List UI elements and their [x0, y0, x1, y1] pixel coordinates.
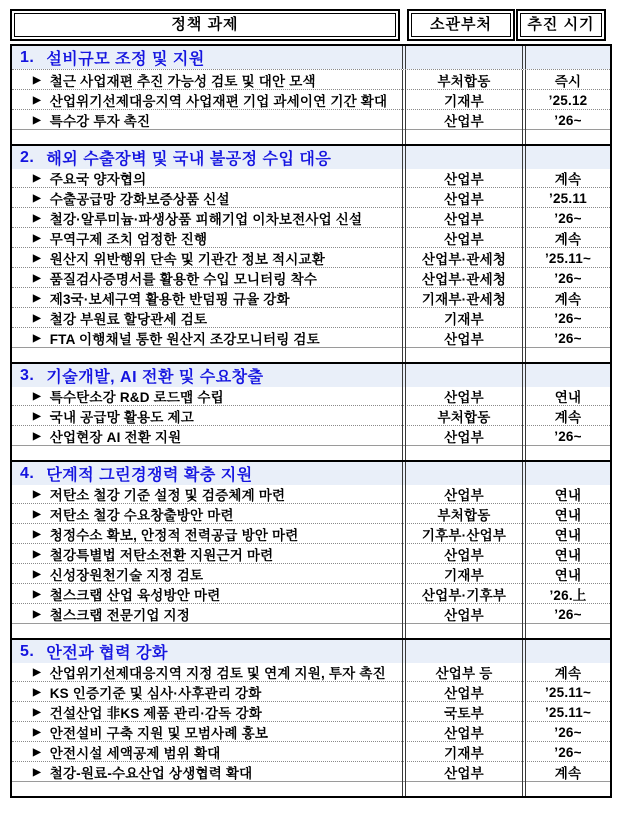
ministry-cell: [402, 406, 522, 426]
ministry-header-box: [407, 9, 515, 41]
ministry-value: 부처합동: [437, 508, 491, 523]
task-cell: [12, 168, 402, 188]
timing-value: ’25.12: [548, 92, 588, 108]
bullet-icon: ▶: [33, 667, 41, 678]
ministry-cell: [402, 504, 522, 524]
bullet-icon: ▶: [33, 489, 41, 500]
task-row: [12, 307, 610, 327]
spacer-cell: [12, 348, 402, 362]
task-cell: [12, 544, 402, 564]
ministry-value: 산업부: [444, 232, 484, 247]
spacer-cell: [402, 782, 522, 796]
section-number: 3.: [20, 366, 35, 384]
section-timing-cell: [522, 46, 610, 69]
task-row: [12, 523, 610, 543]
timing-value: ’26~: [554, 724, 582, 740]
task-row: [12, 483, 610, 503]
section-header-row: [12, 460, 610, 483]
ministry-value: 산업부: [444, 172, 484, 187]
bullet-icon: ▶: [33, 687, 41, 698]
section-header-row: [12, 362, 610, 385]
timing-value: 연내: [554, 548, 582, 563]
ministry-cell: [402, 484, 522, 504]
task-cell: [12, 564, 402, 584]
bullet-icon: ▶: [33, 213, 41, 224]
ministry-value: 산업부: [444, 686, 484, 701]
ministry-cell: [402, 524, 522, 544]
task-label: 제3국·보세구역 활용한 반덤핑 규율 강화: [49, 292, 290, 307]
timing-column-header: 추진 시기: [520, 13, 602, 37]
ministry-cell: [402, 702, 522, 722]
timing-value: ’26~: [554, 270, 582, 286]
section-title-cell: [12, 640, 402, 663]
section-timing-cell: [522, 462, 610, 485]
task-cell: [12, 662, 402, 682]
bullet-icon: ▶: [33, 509, 41, 520]
section-title: 기술개발, AI 전환 및 수요창출: [46, 369, 264, 386]
ministry-value: 기재부: [444, 312, 484, 327]
timing-cell: [522, 248, 610, 268]
task-label: 신성장원천기술 지정 검토: [49, 568, 204, 583]
task-row: [12, 603, 610, 623]
timing-value: ’26~: [554, 112, 582, 128]
task-row: [12, 661, 610, 681]
timing-value: ’26~: [554, 606, 582, 622]
timing-value: ’25.11~: [544, 684, 592, 700]
task-label: 산업위기선제대응지역 지정 검토 및 연계 지원, 투자 촉진: [49, 666, 386, 681]
task-label: 주요국 양자협의: [49, 172, 147, 187]
task-label: 수출공급망 강화보증상품 신설: [49, 192, 230, 207]
timing-value: ’26~: [554, 428, 582, 444]
task-row: [12, 327, 610, 347]
task-row: [12, 405, 610, 425]
timing-cell: [522, 288, 610, 308]
task-label: FTA 이행채널 통한 원산지 조강모니터링 검토: [49, 332, 320, 347]
task-cell: [12, 228, 402, 248]
task-row: [12, 385, 610, 405]
bullet-icon: ▶: [33, 233, 41, 244]
task-label: 산업위기선제대응지역 사업재편 기업 과세이연 기간 확대: [49, 94, 388, 109]
task-label: 철스크랩 전문기업 지정: [49, 608, 191, 623]
ministry-value: 국토부: [444, 706, 484, 721]
timing-value: 계속: [554, 410, 582, 425]
timing-cell: [522, 544, 610, 564]
timing-cell: [522, 70, 610, 90]
timing-value: 계속: [554, 766, 582, 781]
ministry-cell: [402, 168, 522, 188]
section-number: 5.: [20, 642, 35, 660]
spacer-cell: [402, 624, 522, 638]
timing-cell: [522, 386, 610, 406]
task-cell: [12, 386, 402, 406]
bullet-icon: ▶: [33, 115, 41, 126]
spacer-cell: [522, 348, 610, 362]
timing-value: 계속: [554, 232, 582, 247]
timing-cell: [522, 524, 610, 544]
spacer-row: [12, 129, 610, 144]
policy-column-header: 정책 과제: [14, 13, 396, 37]
bullet-icon: ▶: [33, 707, 41, 718]
timing-value: ’25.11~: [544, 704, 592, 720]
timing-value: ’26.上: [549, 588, 587, 603]
section-header-row: [12, 46, 610, 69]
policy-header-box: [10, 9, 400, 41]
task-row: [12, 583, 610, 603]
ministry-cell: [402, 682, 522, 702]
task-row: [12, 247, 610, 267]
timing-value: ’26~: [554, 310, 582, 326]
ministry-cell: [402, 110, 522, 130]
bullet-icon: ▶: [33, 173, 41, 184]
ministry-value: 산업부: [444, 608, 484, 623]
timing-value: ’26~: [554, 210, 582, 226]
ministry-value: 기재부: [444, 94, 484, 109]
task-row: [12, 69, 610, 89]
task-label: 철강·알루미늄·파생상품 피해기업 이차보전사업 신설: [49, 212, 363, 227]
task-cell: [12, 90, 402, 110]
task-label: 무역구제 조치 엄정한 진행: [49, 232, 208, 247]
ministry-value: 산업부: [444, 114, 484, 129]
ministry-cell: [402, 208, 522, 228]
timing-value: ’25.11: [549, 190, 587, 206]
section-title: 안전과 협력 강화: [46, 645, 168, 662]
timing-value: 연내: [554, 488, 582, 503]
ministry-cell: [402, 288, 522, 308]
ministry-cell: [402, 188, 522, 208]
spacer-cell: [402, 348, 522, 362]
task-row: [12, 701, 610, 721]
task-cell: [12, 110, 402, 130]
section-number: 2.: [20, 148, 35, 166]
timing-cell: [522, 188, 610, 208]
task-cell: [12, 742, 402, 762]
task-row: [12, 267, 610, 287]
task-row: [12, 207, 610, 227]
timing-cell: [522, 722, 610, 742]
timing-header-box: [516, 9, 606, 41]
bullet-icon: ▶: [33, 569, 41, 580]
section-title: 단계적 그린경쟁력 확충 지원: [46, 467, 253, 484]
bullet-icon: ▶: [33, 273, 41, 284]
task-cell: [12, 504, 402, 524]
ministry-value: 산업부·관세청: [421, 252, 507, 267]
section-title-cell: [12, 462, 402, 485]
timing-cell: [522, 168, 610, 188]
task-row: [12, 227, 610, 247]
task-cell: [12, 208, 402, 228]
timing-cell: [522, 702, 610, 722]
ministry-value: 산업부·관세청: [421, 272, 507, 287]
section-title: 설비규모 조정 및 지원: [46, 51, 205, 68]
bullet-icon: ▶: [33, 589, 41, 600]
bullet-icon: ▶: [33, 549, 41, 560]
task-label: 저탄소 철강 수요창출방안 마련: [49, 508, 234, 523]
timing-cell: [522, 110, 610, 130]
ministry-cell: [402, 762, 522, 782]
table-header-row: [10, 9, 613, 41]
task-label: 원산지 위반행위 단속 및 기관간 정보 적시교환: [49, 252, 325, 267]
spacer-cell: [12, 624, 402, 638]
section-timing-cell: [522, 146, 610, 169]
bullet-icon: ▶: [33, 431, 41, 442]
ministry-cell: [402, 722, 522, 742]
bullet-icon: ▶: [33, 313, 41, 324]
task-cell: [12, 70, 402, 90]
section-ministry-cell: [402, 364, 522, 387]
timing-cell: [522, 90, 610, 110]
ministry-value: 산업부: [444, 488, 484, 503]
timing-cell: [522, 308, 610, 328]
task-row: [12, 167, 610, 187]
task-cell: [12, 604, 402, 624]
section-ministry-cell: [402, 462, 522, 485]
timing-value: 즉시: [554, 74, 582, 89]
timing-cell: [522, 762, 610, 782]
ministry-value: 산업부: [444, 548, 484, 563]
timing-value: 연내: [554, 508, 582, 523]
bullet-icon: ▶: [33, 767, 41, 778]
timing-cell: [522, 682, 610, 702]
task-cell: [12, 268, 402, 288]
policy-table: [10, 44, 612, 798]
ministry-value: 기재부: [444, 568, 484, 583]
task-label: 특수강 투자 촉진: [49, 114, 151, 129]
spacer-row: [12, 445, 610, 460]
section-ministry-cell: [402, 146, 522, 169]
task-row: [12, 721, 610, 741]
spacer-cell: [522, 446, 610, 460]
ministry-cell: [402, 544, 522, 564]
task-row: [12, 741, 610, 761]
task-cell: [12, 308, 402, 328]
timing-cell: [522, 406, 610, 426]
task-cell: [12, 584, 402, 604]
task-cell: [12, 288, 402, 308]
task-label: 청정수소 확보, 안정적 전력공급 방안 마련: [49, 528, 299, 543]
timing-value: ’26~: [554, 330, 582, 346]
task-label: 국내 공급망 활용도 제고: [49, 410, 194, 425]
section-timing-cell: [522, 640, 610, 663]
task-row: [12, 287, 610, 307]
task-row: [12, 503, 610, 523]
ministry-cell: [402, 70, 522, 90]
ministry-column-header: 소관부처: [411, 13, 511, 37]
ministry-cell: [402, 308, 522, 328]
task-label: KS 인증기준 및 심사·사후관리 강화: [49, 686, 262, 701]
task-label: 건설산업 非KS 제품 관리·감독 강화: [49, 706, 262, 721]
spacer-cell: [522, 782, 610, 796]
task-cell: [12, 484, 402, 504]
task-row: [12, 681, 610, 701]
bullet-icon: ▶: [33, 609, 41, 620]
task-cell: [12, 722, 402, 742]
ministry-cell: [402, 248, 522, 268]
ministry-value: 부처합동: [437, 74, 491, 89]
timing-cell: [522, 584, 610, 604]
task-label: 철강특별법 저탄소전환 지원근거 마련: [49, 548, 274, 563]
timing-cell: [522, 426, 610, 446]
spacer-cell: [522, 624, 610, 638]
task-label: 철강-원료-수요산업 상생협력 확대: [49, 766, 253, 781]
timing-value: 계속: [554, 172, 582, 187]
timing-value: 계속: [554, 666, 582, 681]
timing-cell: [522, 564, 610, 584]
timing-cell: [522, 208, 610, 228]
task-row: [12, 109, 610, 129]
task-label: 특수탄소강 R&D 로드맵 수립: [49, 390, 224, 405]
spacer-row: [12, 781, 610, 796]
timing-cell: [522, 742, 610, 762]
bullet-icon: ▶: [33, 747, 41, 758]
task-row: [12, 563, 610, 583]
timing-value: 연내: [554, 568, 582, 583]
ministry-cell: [402, 328, 522, 348]
bullet-icon: ▶: [33, 253, 41, 264]
bullet-icon: ▶: [33, 411, 41, 422]
timing-value: 연내: [554, 528, 582, 543]
bullet-icon: ▶: [33, 727, 41, 738]
timing-cell: [522, 662, 610, 682]
ministry-cell: [402, 604, 522, 624]
ministry-value: 기재부: [444, 746, 484, 761]
bullet-icon: ▶: [33, 75, 41, 86]
ministry-value: 산업부: [444, 332, 484, 347]
ministry-cell: [402, 426, 522, 446]
timing-cell: [522, 328, 610, 348]
task-row: [12, 543, 610, 563]
task-label: 철스크랩 산업 육성방안 마련: [49, 588, 221, 603]
ministry-value: 산업부: [444, 430, 484, 445]
ministry-cell: [402, 268, 522, 288]
ministry-value: 산업부: [444, 192, 484, 207]
task-label: 품질검사증명서를 활용한 수입 모니터링 착수: [49, 272, 318, 287]
task-cell: [12, 406, 402, 426]
section-number: 1.: [20, 48, 35, 66]
timing-value: 계속: [554, 292, 582, 307]
task-label: 안전설비 구축 지원 및 모범사례 홍보: [49, 726, 269, 741]
spacer-cell: [12, 446, 402, 460]
task-label: 저탄소 철강 기준 설정 및 검증체계 마련: [49, 488, 286, 503]
timing-value: ’26~: [554, 744, 582, 760]
section-number: 4.: [20, 464, 35, 482]
spacer-cell: [12, 782, 402, 796]
section-ministry-cell: [402, 46, 522, 69]
bullet-icon: ▶: [33, 193, 41, 204]
bullet-icon: ▶: [33, 293, 41, 304]
section-timing-cell: [522, 364, 610, 387]
spacer-row: [12, 623, 610, 638]
task-row: [12, 761, 610, 781]
ministry-value: 산업부: [444, 390, 484, 405]
task-row: [12, 425, 610, 445]
task-label: 철근 사업재편 추진 가능성 검토 및 대안 모색: [49, 74, 316, 89]
section-title: 해외 수출장벽 및 국내 불공정 수입 대응: [46, 151, 332, 168]
ministry-cell: [402, 386, 522, 406]
ministry-cell: [402, 90, 522, 110]
ministry-cell: [402, 564, 522, 584]
section-title-cell: [12, 364, 402, 387]
task-cell: [12, 188, 402, 208]
task-cell: [12, 524, 402, 544]
timing-cell: [522, 484, 610, 504]
timing-value: 연내: [554, 390, 582, 405]
timing-cell: [522, 604, 610, 624]
ministry-value: 산업부: [444, 726, 484, 741]
section-header-row: [12, 638, 610, 661]
ministry-value: 산업부: [444, 212, 484, 227]
ministry-cell: [402, 228, 522, 248]
task-label: 안전시설 세액공제 범위 확대: [49, 746, 221, 761]
bullet-icon: ▶: [33, 333, 41, 344]
bullet-icon: ▶: [33, 95, 41, 106]
spacer-cell: [402, 130, 522, 144]
task-cell: [12, 328, 402, 348]
section-header-row: [12, 144, 610, 167]
task-cell: [12, 248, 402, 268]
ministry-value: 기후부·산업부: [421, 528, 507, 543]
task-cell: [12, 762, 402, 782]
section-title-cell: [12, 46, 402, 69]
timing-cell: [522, 504, 610, 524]
task-cell: [12, 426, 402, 446]
ministry-value: 부처합동: [437, 410, 491, 425]
ministry-value: 산업부 등: [435, 666, 493, 681]
section-title-cell: [12, 146, 402, 169]
timing-cell: [522, 228, 610, 248]
spacer-cell: [402, 446, 522, 460]
ministry-cell: [402, 584, 522, 604]
ministry-value: 기재부·관세청: [421, 292, 507, 307]
bullet-icon: ▶: [33, 529, 41, 540]
ministry-cell: [402, 742, 522, 762]
task-cell: [12, 702, 402, 722]
task-label: 철강 부원료 할당관세 검토: [49, 312, 208, 327]
timing-cell: [522, 268, 610, 288]
bullet-icon: ▶: [33, 391, 41, 402]
spacer-cell: [12, 130, 402, 144]
task-row: [12, 187, 610, 207]
ministry-cell: [402, 662, 522, 682]
ministry-value: 산업부·기후부: [421, 588, 507, 603]
task-row: [12, 89, 610, 109]
section-ministry-cell: [402, 640, 522, 663]
spacer-row: [12, 347, 610, 362]
task-cell: [12, 682, 402, 702]
spacer-cell: [522, 130, 610, 144]
ministry-value: 산업부: [444, 766, 484, 781]
task-label: 산업현장 AI 전환 지원: [49, 430, 182, 445]
timing-value: ’25.11~: [544, 250, 592, 266]
